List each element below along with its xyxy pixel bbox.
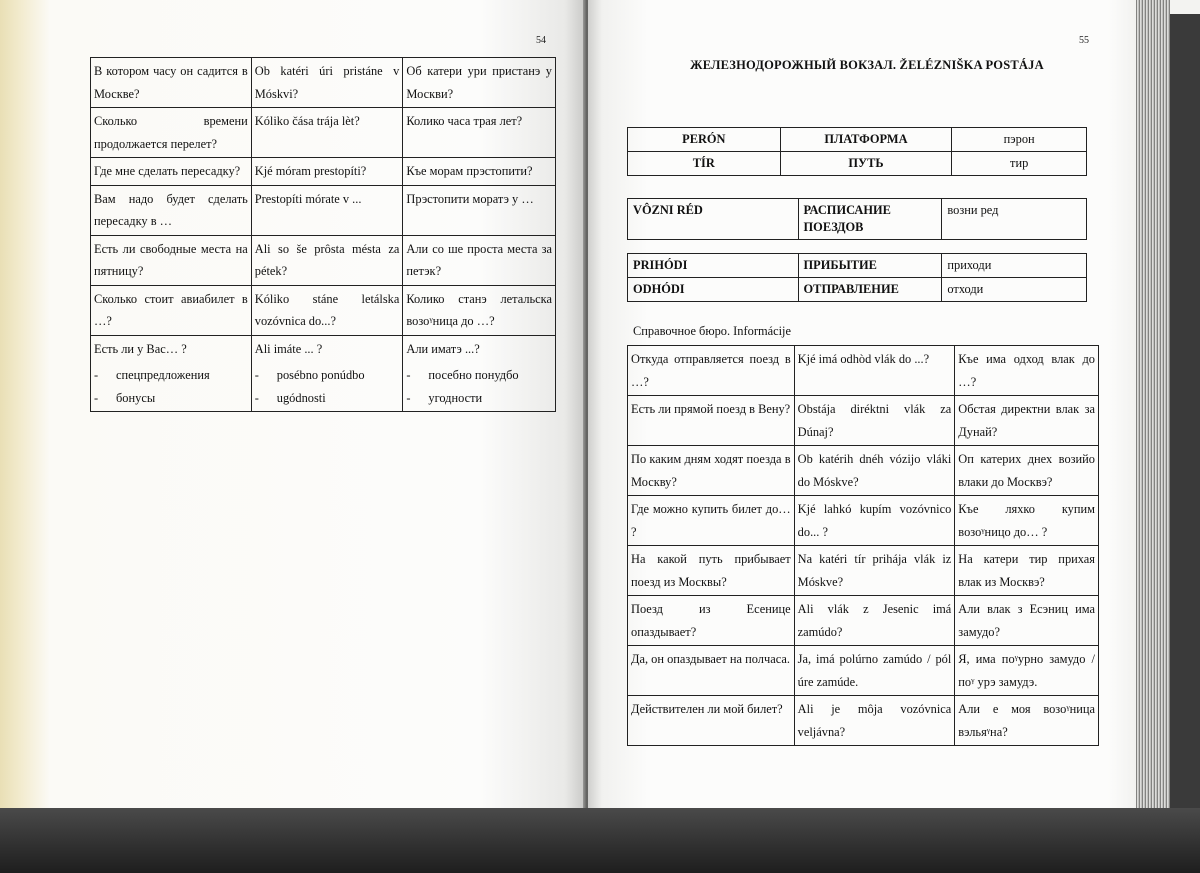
table-row <box>628 596 1099 646</box>
russian-phrase: Сколько стоит авиабилет в …? <box>91 285 252 335</box>
table-row <box>628 396 1099 446</box>
pronunciation: Оп катерих днех возийо влаки до Москвэ? <box>955 446 1099 496</box>
russian-term: ПРИБЫТИЕ <box>798 254 942 278</box>
slovene-phrase: Ob katéri úri pristáne v Móskvi? <box>251 58 403 108</box>
table-row <box>628 254 1087 278</box>
slovene-phrase: Ob katérih dnéh vózijo vláki do Móskve? <box>794 446 955 496</box>
option-list <box>255 364 400 409</box>
scan-background-bottom <box>0 808 1200 873</box>
russian-phrase: Действителен ли мой билет? <box>628 696 795 746</box>
russian-phrase: На какой путь прибывает поезд из Москвы? <box>628 546 795 596</box>
pronunciation: Али е моя возоᵞница вэльяᵞна? <box>955 696 1099 746</box>
section-caption: Справочное бюро. Informácije <box>633 324 791 338</box>
pronunciation: Къе има одход влак до …? <box>955 346 1099 396</box>
slovene-phrase: Ali so še prôsta mésta za pétek? <box>251 235 403 285</box>
pronunciation-cell <box>403 335 556 412</box>
slovene-phrase: Kjé móram prestopíti? <box>251 158 403 186</box>
page-title: ЖЕЛЕЗНОДОРОЖНЫЙ ВОКЗАЛ. ŽELÉZNIŠKA POSTÁJA <box>690 58 1044 72</box>
russian-phrase: В котором часу он садится в Москве? <box>91 58 252 108</box>
table-row <box>91 285 556 335</box>
slovene-phrase: Kjé lahkó kupím vozóvnico do... ? <box>794 496 955 546</box>
pronunciation: Али влак з Есэниц има замудо? <box>955 596 1099 646</box>
pronunciation: Прэстопити моратэ у … <box>403 185 556 235</box>
pronunciation: приходи <box>942 254 1087 278</box>
pronunciation: Къе морам прэстопити? <box>403 158 556 186</box>
vocab-table-arrivals <box>627 253 1087 302</box>
slovene-phrase: Kóliko stáne letálska vozóvnica do...? <box>251 285 403 335</box>
table-row <box>91 335 556 412</box>
slovene-phrase: Obstája diréktni vlák za Dúnaj? <box>794 396 955 446</box>
table-row <box>628 446 1099 496</box>
pronunciation: Колико станэ летальска возоᵞница до …? <box>403 285 556 335</box>
option-list <box>406 364 552 409</box>
slovene-term: TÍR <box>628 152 781 176</box>
slovene-phrase: Ali vlák z Jesenic imá zamúdo? <box>794 596 955 646</box>
slovene-term: PERÓN <box>628 128 781 152</box>
slovene-phrase: Kjé imá odhòd vlák do ...? <box>794 346 955 396</box>
russian-term: РАСПИСАНИЕ ПОЕЗДОВ <box>798 199 942 240</box>
russian-phrase: Откуда отправляется поезд в …? <box>628 346 795 396</box>
pronunciation: Обстая директни влак за Дунай? <box>955 396 1099 446</box>
table-row <box>91 158 556 186</box>
slovene-term: VÔZNI RÉD <box>628 199 799 240</box>
pronunciation: тир <box>952 152 1087 176</box>
phrase-table-left <box>90 57 556 412</box>
pronunciation: Али иматэ ...? <box>406 341 480 356</box>
page-number-left: 54 <box>536 35 546 46</box>
slovene-phrase: Kóliko čása trája lèt? <box>251 108 403 158</box>
russian-phrase: Есть ли свободные места на пятницу? <box>91 235 252 285</box>
list-item: - posébno ponúdbo <box>255 364 400 387</box>
russian-phrase: Где мне сделать пересадку? <box>91 158 252 186</box>
russian-phrase: Сколько времени продолжается перелет? <box>91 108 252 158</box>
russian-phrase: По каким дням ходят поезда в Москву? <box>628 446 795 496</box>
table-row <box>628 128 1087 152</box>
russian-term: ПУТЬ <box>780 152 952 176</box>
pronunciation: Колико часа трая лет? <box>403 108 556 158</box>
table-row <box>628 496 1099 546</box>
russian-phrase: Есть ли прямой поезд в Вену? <box>628 396 795 446</box>
slovene-phrase: Ali je môja vozóvnica veljávna? <box>794 696 955 746</box>
vocab-table-platform <box>627 127 1087 176</box>
table-row <box>628 346 1099 396</box>
slovene-phrase: Na katéri tír prihája vlák iz Móskve? <box>794 546 955 596</box>
table-row <box>628 152 1087 176</box>
book-page-edges <box>1136 0 1170 810</box>
slovene-phrase: Ali imáte ... ? <box>254 341 323 356</box>
phrase-table-right <box>627 345 1099 746</box>
table-row <box>91 185 556 235</box>
slovene-term: PRIHÓDI <box>628 254 799 278</box>
russian-phrase: Да, он опаздывает на полчаса. <box>628 646 795 696</box>
list-item: - спецпредложения <box>94 364 248 387</box>
russian-term: ОТПРАВЛЕНИЕ <box>798 278 942 302</box>
table-row <box>628 696 1099 746</box>
list-item: - посебно понудбо <box>406 364 552 387</box>
russian-phrase: Где можно купить билет до… ? <box>628 496 795 546</box>
slovene-phrase-cell <box>251 335 403 412</box>
pronunciation: Я, има поᵞурно замудо / поᵞ урэ замудэ. <box>955 646 1099 696</box>
table-row <box>628 278 1087 302</box>
pronunciation: отходи <box>942 278 1087 302</box>
left-page <box>0 0 585 808</box>
list-item: - бонусы <box>94 387 248 410</box>
pronunciation: Об катери ури пристанэ у Москви? <box>403 58 556 108</box>
pronunciation: Къе ляхко купим возоᵞницо до… ? <box>955 496 1099 546</box>
table-row <box>91 108 556 158</box>
pronunciation: возни ред <box>942 199 1087 240</box>
slovene-term: ODHÓDI <box>628 278 799 302</box>
list-item: - угодности <box>406 387 552 410</box>
option-list <box>94 364 248 409</box>
list-item: - ugódnosti <box>255 387 400 410</box>
table-row <box>628 199 1087 240</box>
pronunciation: Али со ше проста места за петэк? <box>403 235 556 285</box>
vocab-table-timetable <box>627 198 1087 240</box>
russian-term: ПЛАТФОРМА <box>780 128 952 152</box>
slovene-phrase: Ja, imá polúrno zamúdo / pól úre zamúde. <box>794 646 955 696</box>
russian-phrase: Вам надо будет сделать пересадку в … <box>91 185 252 235</box>
page-number-right: 55 <box>1079 35 1089 46</box>
russian-phrase: Есть ли у Вас… ? <box>94 341 187 356</box>
table-row <box>91 235 556 285</box>
pronunciation: На катери тир прихая влак из Москвэ? <box>955 546 1099 596</box>
slovene-phrase: Prestopíti mórate v ... <box>251 185 403 235</box>
table-row <box>91 58 556 108</box>
pronunciation: пэрон <box>952 128 1087 152</box>
table-row <box>628 546 1099 596</box>
russian-phrase: Поезд из Есенице опаздывает? <box>628 596 795 646</box>
russian-phrase-cell <box>91 335 252 412</box>
table-row <box>628 646 1099 696</box>
